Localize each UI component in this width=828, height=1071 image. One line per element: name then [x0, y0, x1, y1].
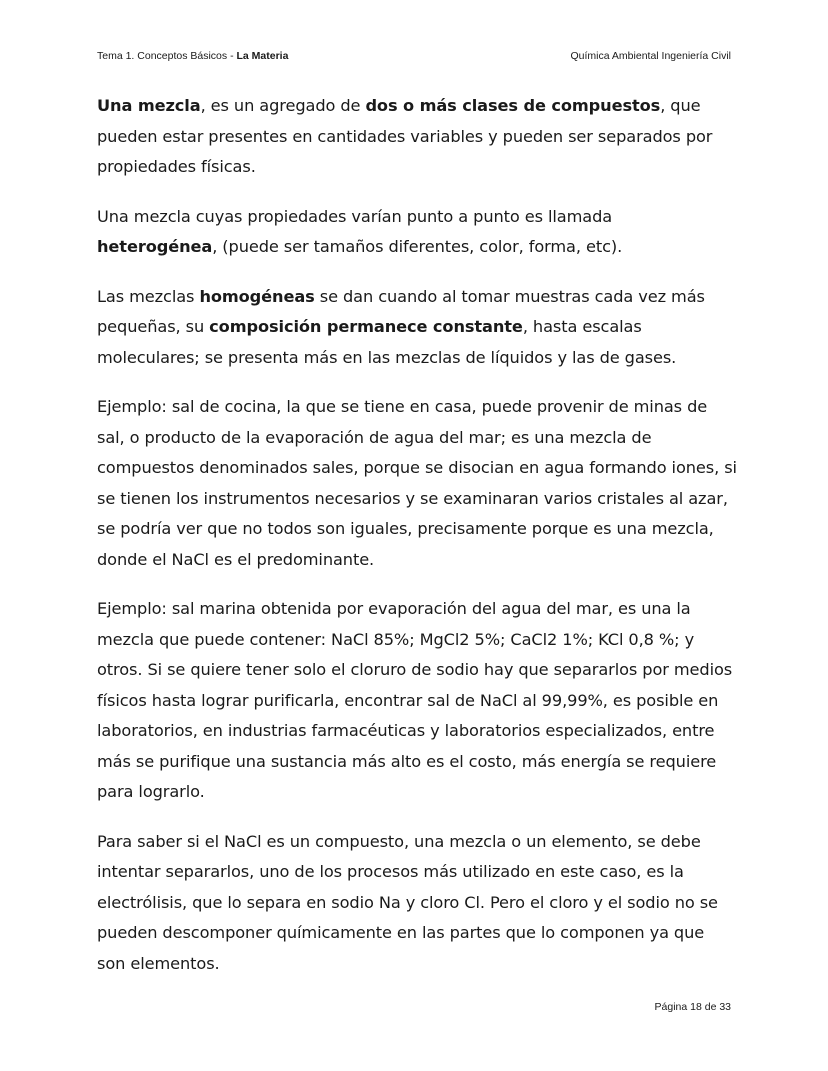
- paragraph-mezcla-definition: [97, 91, 737, 183]
- paragraph-text: , hasta escalas moleculares; se presenta más en las mezclas de líquidos y las de gases.: [97, 317, 677, 367]
- paragraph-text: Para saber si el NaCl es un compuesto, una mezcla o un elemento, se debe intentar separarlos, uno de los procesos más utilizado en este caso, es la electrólisis, que lo separa en sodio Na y cloro Cl. Pero el cloro y el sodio no se pueden descomponer químicamente en las partes que lo componen ya que son elementos.: [97, 831, 718, 973]
- paragraph-ejemplo-sal-marina: [97, 594, 737, 808]
- paragraph-electrolisis: [97, 827, 737, 980]
- paragraph-homogeneas: [97, 282, 737, 374]
- page-header: [97, 50, 731, 62]
- header-topic: [97, 50, 288, 62]
- paragraph-text: se dan cuando al tomar muestras cada vez más pequeñas, su: [97, 286, 705, 336]
- paragraph-text: , (puede ser tamaños diferentes, color, forma, etc).: [212, 237, 623, 256]
- bold-term: heterogénea: [97, 237, 213, 256]
- paragraph-ejemplo-sal-cocina: [97, 392, 737, 575]
- paragraph-text: Ejemplo: sal de cocina, la que se tiene en casa, puede provenir de minas de sal, o producto de la evaporación de agua del mar; es una mezcla de compuestos denominados sales, porque se disocian en agua formando iones, si se tienen los instrumentos necesarios y se examinaran varios cristales al azar, se podría ver que no todos son iguales, precisamente porque es una mezcla, donde el NaCl es el predominante.: [97, 397, 737, 569]
- paragraph-text: , es un agregado de: [200, 96, 366, 115]
- page-number: Página 18 de 33: [654, 1001, 731, 1013]
- header-topic-prefix: Tema 1. Conceptos Básicos -: [97, 50, 237, 62]
- bold-term: composición permanece constante: [209, 317, 523, 336]
- paragraph-heterogenea: [97, 202, 737, 263]
- bold-term: Una mezcla: [97, 96, 201, 115]
- header-course: Química Ambiental Ingeniería Civil: [570, 50, 731, 62]
- page-body: [97, 91, 737, 998]
- header-topic-title: La Materia: [236, 50, 289, 62]
- paragraph-text: Las mezclas: [97, 286, 200, 306]
- paragraph-text: Ejemplo: sal marina obtenida por evaporación del agua del mar, es una la mezcla que puede contener: NaCl 85%; MgCl2 5%; CaCl2 1%; KCl 0,8 %; y otros. Si se quiere tener solo el cloruro de sodio hay que separarlos por medios físicos hasta lograr purificarla, encontrar sal de NaCl al 99,99%, es posible en laboratorios, en industrias farmacéuticas y laboratorios especializados, entre más se purifique una sustancia más alto es el costo, más energía se requiere para lograrlo.: [97, 599, 733, 801]
- bold-term: homogéneas: [199, 286, 315, 306]
- paragraph-text: Una mezcla cuyas propiedades varían punto a punto es llamada: [97, 206, 613, 226]
- paragraph-text: , que pueden estar presentes en cantidades variables y pueden ser separados por propiedades físicas.: [97, 96, 713, 176]
- bold-term: dos o más clases de compuestos: [365, 96, 661, 115]
